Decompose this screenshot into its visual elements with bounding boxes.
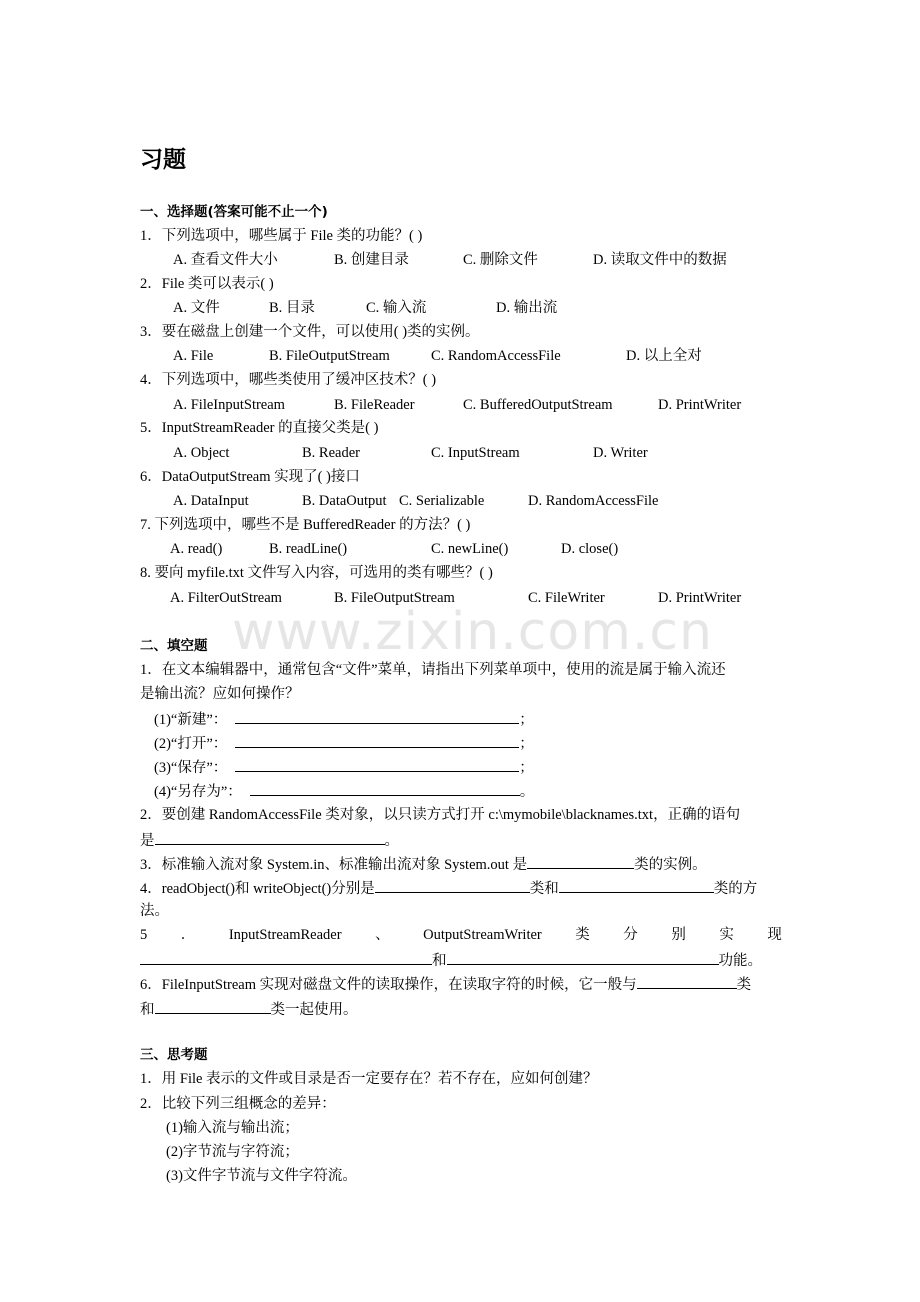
answer-blank[interactable] [235,756,519,772]
section-heading-fill: 二、填空题 [140,638,208,654]
text: 3．标准输入流对象 System.in、标准输出流对象 System.out 是 [140,857,528,873]
choice-question-6: 6．DataOutputStream 实现了( )接口 [140,469,360,485]
option-c: C. InputStream [431,445,520,461]
sub-end: 。 [519,784,535,800]
sub-label: (1)“新建”： [154,712,228,728]
sub-label: (3)“保存”： [154,760,228,776]
option-b: B. 目录 [269,300,315,316]
sub-label: (2)“打开”： [154,736,228,752]
word: OutputStreamWriter [423,927,542,943]
text: 和 [140,1002,155,1018]
answer-blank[interactable] [375,877,530,893]
option-a: A. File [173,348,214,364]
option-a: A. DataInput [173,493,249,509]
option-d: D. RandomAccessFile [528,493,659,509]
sub-end: ； [519,712,534,728]
option-d: D. PrintWriter [658,397,742,413]
sub-end: ； [519,760,534,776]
fill-sub-4 [154,780,534,802]
answer-blank[interactable] [140,949,432,965]
choice-question-7: 7. 下列选项中，哪些不是 BufferedReader 的方法？( ) [140,517,471,533]
fill-question-4 [140,877,757,899]
option-c: C. FileWriter [528,590,605,606]
thinking-question-1: 1．用 File 表示的文件或目录是否一定要存在？若不存在，应如何创建？ [140,1071,598,1087]
choice-question-1: 1．下列选项中，哪些属于 File 类的功能？( ) [140,228,423,244]
answer-blank[interactable] [637,973,737,989]
text: 类一起使用。 [270,1002,358,1018]
option-d: D. PrintWriter [658,590,742,606]
answer-blank[interactable] [250,780,520,796]
option-b: B. FileOutputStream [334,590,455,606]
text: 。 [384,833,399,849]
word: 现 [767,927,782,943]
thinking-item-1: (1)输入流与输出流； [166,1120,299,1136]
option-c: C. newLine() [431,541,509,557]
option-d: D. 以上全对 [626,348,702,364]
answer-blank[interactable] [155,998,271,1014]
option-d: D. close() [561,541,619,557]
text: 类和 [529,881,559,897]
option-c: C. BufferedOutputStream [463,397,613,413]
option-b: B. Reader [302,445,360,461]
fill-sub-3 [154,756,534,778]
answer-blank[interactable] [235,732,519,748]
word: 别 [671,927,686,943]
option-b: B. 创建目录 [334,252,409,268]
thinking-item-3: (3)文件字节流与文件字符流。 [166,1168,357,1184]
word: ． [180,927,196,943]
word: 分 [623,927,638,943]
fill-question-1: 1．在文本编辑器中，通常包含“文件”菜单，请指出下列菜单项中，使用的流是属于输入流还 [140,662,726,678]
section-heading-choice: 一、选择题(答案可能不止一个) [140,204,328,220]
choice-question-3: 3．要在磁盘上创建一个文件，可以使用( )类的实例。 [140,324,480,340]
sub-end: ； [519,736,534,752]
option-c: C. Serializable [399,493,485,509]
word: InputStreamReader [228,927,342,943]
answer-blank[interactable] [235,708,519,724]
word: 类 [575,927,590,943]
text: 是 [140,833,155,849]
option-b: B. FileOutputStream [269,348,390,364]
text: 类的方 [713,881,758,897]
option-b: B. FileReader [334,397,415,413]
fill-question-2: 2．要创建 RandomAccessFile 类对象，以只读方式打开 c:\mymobile\blacknames.txt，正确的语句 [140,807,741,823]
text: 功能。 [718,953,762,969]
text: 类 [736,977,752,993]
option-b: B. DataOutput [302,493,387,509]
text: 类的实例。 [634,857,707,873]
choice-question-8: 8. 要向 myfile.txt 文件写入内容，可选用的类有哪些？( ) [140,565,493,581]
text: 和 [432,953,447,969]
fill-question-2-cont [140,829,399,851]
page-title: 习题 [140,147,186,173]
thinking-item-2: (2)字节流与字符流； [166,1144,299,1160]
text: 6．FileInputStream 实现对磁盘文件的读取操作，在读取字符的时候，它一般与 [140,977,637,993]
watermark: www.zixin.com.cn [232,602,713,662]
option-a: A. Object [173,445,230,461]
sub-label: (4)“另存为”： [154,784,242,800]
fill-sub-1 [154,708,534,730]
option-d: D. 读取文件中的数据 [593,252,727,268]
answer-blank[interactable] [559,877,714,893]
text: 4．readObject()和 writeObject()分别是 [140,881,375,897]
fill-question-4-cont: 法。 [140,903,169,919]
option-c: C. RandomAccessFile [431,348,561,364]
choice-question-2: 2．File 类可以表示( ) [140,276,274,292]
word: 实 [719,927,734,943]
option-d: D. Writer [593,445,648,461]
answer-blank[interactable] [447,949,719,965]
thinking-question-2: 2．比较下列三组概念的差异： [140,1096,336,1112]
fill-question-6 [140,973,751,995]
choice-question-4: 4．下列选项中，哪些类使用了缓冲区技术？( ) [140,372,437,388]
option-c: C. 删除文件 [463,252,538,268]
answer-blank[interactable] [527,853,634,869]
fill-question-6-cont [140,998,358,1020]
fill-question-5-cont [140,949,762,971]
fill-question-3 [140,853,707,875]
fill-question-1-cont: 是输出流？应如何操作？ [140,686,300,702]
option-d: D. 输出流 [496,300,558,316]
word: 、 [375,927,390,943]
option-a: A. FileInputStream [173,397,285,413]
answer-blank[interactable] [155,829,385,845]
choice-question-5: 5．InputStreamReader 的直接父类是( ) [140,420,379,436]
option-b: B. readLine() [269,541,348,557]
section-heading-thinking: 三、思考题 [140,1047,208,1063]
fill-sub-2 [154,732,534,754]
option-a: A. FilterOutStream [170,590,282,606]
option-a: A. read() [170,541,223,557]
option-a: A. 查看文件大小 [173,252,278,268]
word: 5 [140,927,148,943]
option-c: C. 输入流 [366,300,427,316]
option-a: A. 文件 [173,300,220,316]
fill-question-5 [140,925,782,945]
